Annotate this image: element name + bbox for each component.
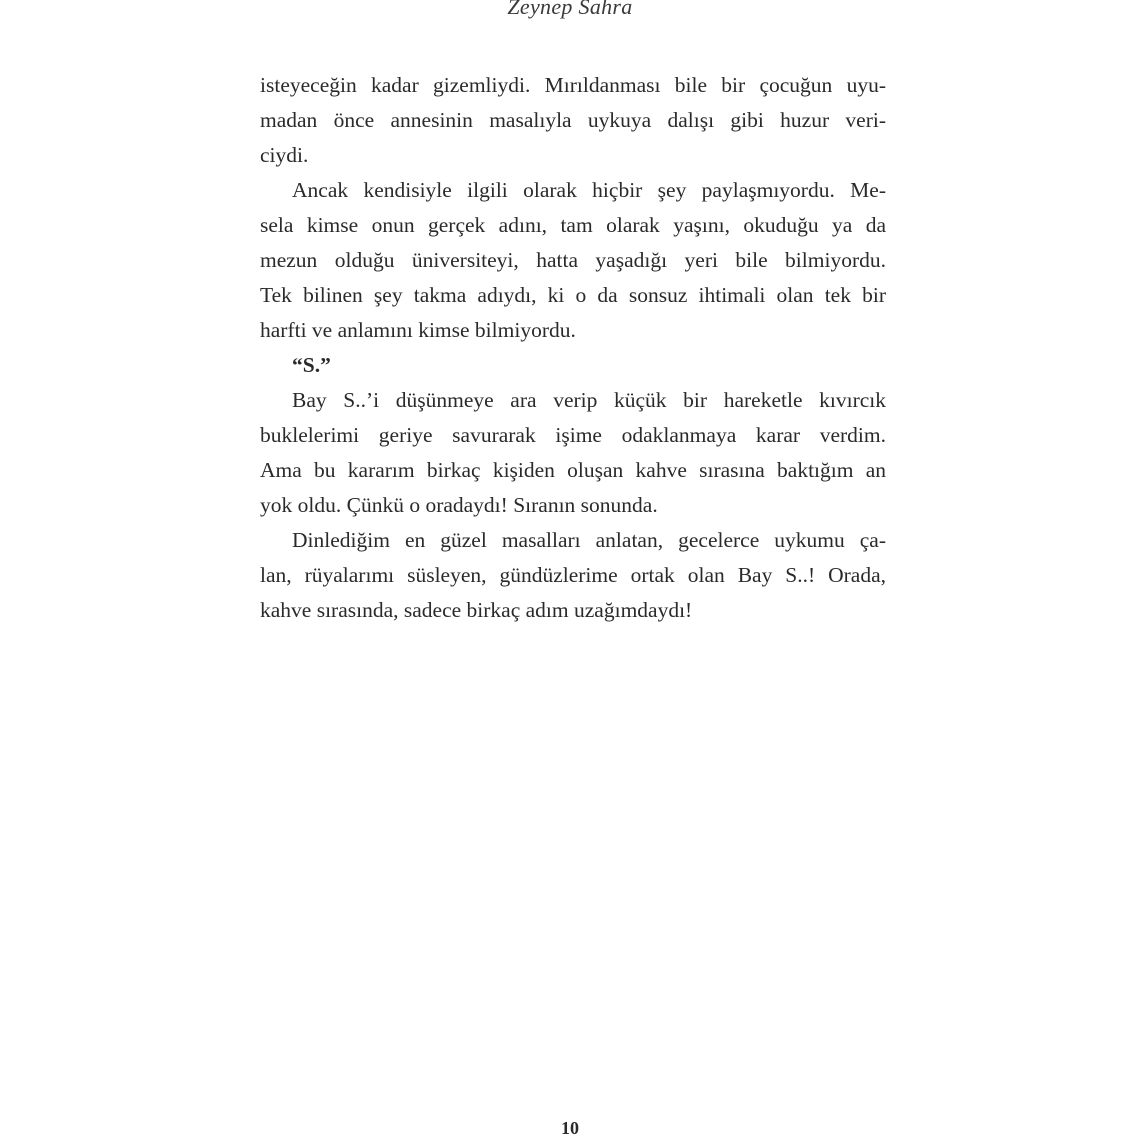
running-header: Zeynep Sahra xyxy=(507,0,633,19)
text-line: Tek bilinen şey takma adıydı, ki o da sonsuz ihtimali olan tek bir xyxy=(260,283,886,307)
text-line: Bay S..’i düşünmeye ara verip küçük bir hareketle kıvırcık xyxy=(292,388,886,412)
text-line: mezun olduğu üniversiteyi, hatta yaşadığı yeri bile bilmiyordu. xyxy=(260,248,886,272)
text-line: harfti ve anlamını kimse bilmiyordu. xyxy=(260,318,576,342)
text-line: buklelerimi geriye savurarak işime odaklanmaya karar verdim. xyxy=(260,423,886,447)
text-line: lan, rüyalarımı süsleyen, gündüzlerime ortak olan Bay S..! Orada, xyxy=(260,563,886,587)
text-line: Ancak kendisiyle ilgili olarak hiçbir şey paylaşmıyordu. Me- xyxy=(292,178,886,202)
text-line: Dinlediğim en güzel masalları anlatan, gecelerce uykumu ça- xyxy=(292,528,886,552)
text-line: ciydi. xyxy=(260,143,309,167)
text-line: kahve sırasında, sadece birkaç adım uzağımdaydı! xyxy=(260,598,693,622)
text-line: sela kimse onun gerçek adını, tam olarak yaşını, okuduğu ya da xyxy=(260,213,886,237)
text-line: Ama bu kararım birkaç kişiden oluşan kahve sırasına baktığım an xyxy=(260,458,886,482)
text-line: yok oldu. Çünkü o oradaydı! Sıranın sonunda. xyxy=(260,493,658,517)
body-text xyxy=(260,68,886,628)
text-line: madan önce annesinin masalıyla uykuya dalışı gibi huzur veri- xyxy=(260,108,886,132)
text-line: isteyeceğin kadar gizemliydi. Mırıldanması bile bir çocuğun uyu- xyxy=(260,73,886,97)
text-line: “S.” xyxy=(292,353,331,377)
page-number: 10 xyxy=(561,1118,579,1138)
